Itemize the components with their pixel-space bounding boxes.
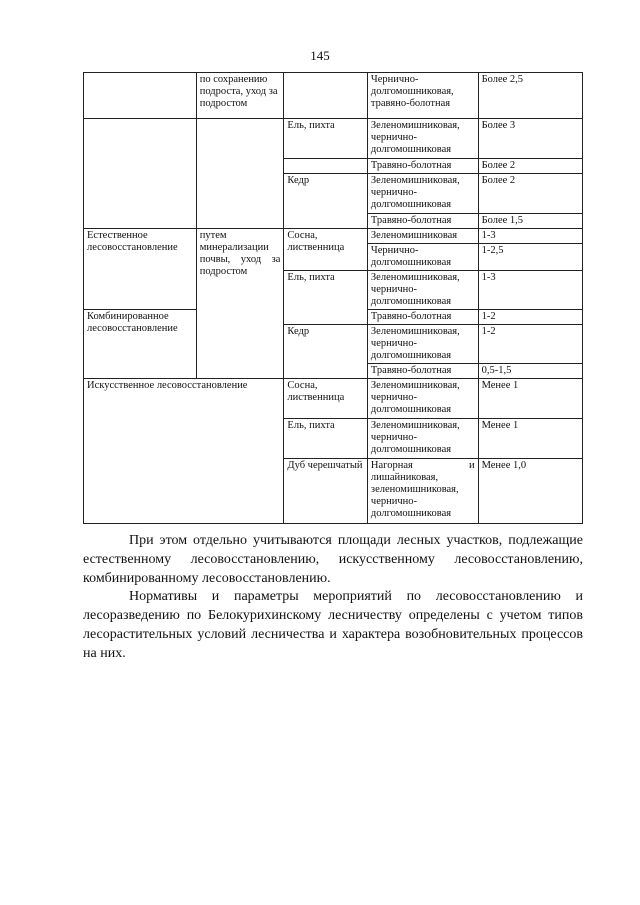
table-cell: Комбинированное лесовосстановление <box>84 310 197 379</box>
table-cell: Травяно-болотная <box>367 310 478 325</box>
table-cell: Ель, пихта <box>284 419 368 459</box>
table-cell: Более 3 <box>478 119 582 159</box>
table-cell: Кедр <box>284 174 368 229</box>
table-cell: 1-2 <box>478 325 582 364</box>
table-cell: Сосна, лиственница <box>284 229 368 271</box>
table-cell: Зеленомишниковая, чернично-долгомошниковая <box>367 271 478 310</box>
table-cell: путем минерализации почвы, уход за подростом <box>196 229 284 379</box>
table-cell: Более 2,5 <box>478 73 582 119</box>
table-row <box>84 119 583 159</box>
table-cell: по сохранению подроста, уход за подростом <box>196 73 284 119</box>
table-cell <box>196 119 284 229</box>
table-cell: Зеленомишниковая, чернично-долгомошниковая <box>367 419 478 459</box>
table-cell: Менее 1 <box>478 379 582 419</box>
table-cell: Менее 1 <box>478 419 582 459</box>
table-row <box>84 379 583 419</box>
table-cell: Травяно-болотная <box>367 214 478 229</box>
page-number: 145 <box>310 48 330 63</box>
table-row <box>84 229 583 244</box>
table-cell <box>284 159 368 174</box>
table-cell: Естественное лесовосстановление <box>84 229 197 310</box>
paragraph-text: Нормативы и параметры мероприятий по лесовосстановлению и лесоразведению по Белокурихинскому лесничеству определены с учетом типов лесорастительных условий лесничества и характера возобновительных процессов на них. <box>83 589 583 661</box>
table-cell: Более 1,5 <box>478 214 582 229</box>
table-cell: Менее 1,0 <box>478 459 582 524</box>
table-cell: Сосна, лиственница <box>284 379 368 419</box>
table-cell: 1-2 <box>478 310 582 325</box>
table-cell: Более 2 <box>478 174 582 214</box>
table-cell <box>284 73 368 119</box>
table-cell: 1-3 <box>478 229 582 244</box>
reforestation-table <box>83 72 583 524</box>
table-cell: Ель, пихта <box>284 119 368 159</box>
table-cell: Зеленомишниковая <box>367 229 478 244</box>
table-cell: Кедр <box>284 325 368 379</box>
paragraph-areas <box>83 531 583 588</box>
table-cell: Нагорная и лишайниковая, зеленомишниковая, чернично-долгомошниковая <box>367 459 478 524</box>
table-row <box>84 73 583 119</box>
table-cell <box>84 119 197 229</box>
table-cell: Ель, пихта <box>284 271 368 325</box>
table-cell: Чернично-долгомошниковая <box>367 244 478 271</box>
table-cell: 1-2,5 <box>478 244 582 271</box>
table-cell: Искусственное лесовосстановление <box>84 379 284 524</box>
paragraph-norms <box>83 587 583 663</box>
table-cell: Зеленомишниковая, чернично-долгомошниковая <box>367 325 478 364</box>
table-cell: Зеленомишниковая, чернично-долгомошниковая <box>367 174 478 214</box>
table-cell: Травяно-болотная <box>367 364 478 379</box>
table-cell: 0,5-1,5 <box>478 364 582 379</box>
table-cell: Более 2 <box>478 159 582 174</box>
table-cell: 1-3 <box>478 271 582 310</box>
table-cell <box>84 73 197 119</box>
table-cell: Чернично-долгомошниковая, травяно-болотная <box>367 73 478 119</box>
table-cell: Дуб черешчатый <box>284 459 368 524</box>
table-cell: Зеленомишниковая, чернично-долгомошниковая <box>367 379 478 419</box>
table-cell: Зеленомишниковая, чернично-долгомошниковая <box>367 119 478 159</box>
table-cell: Травяно-болотная <box>367 159 478 174</box>
paragraph-text: При этом отдельно учитываются площади лесных участков, подлежащие естественному лесовосстановлению, искусственному лесовосстановлению, комбинированному лесовосстановлению. <box>83 533 583 586</box>
